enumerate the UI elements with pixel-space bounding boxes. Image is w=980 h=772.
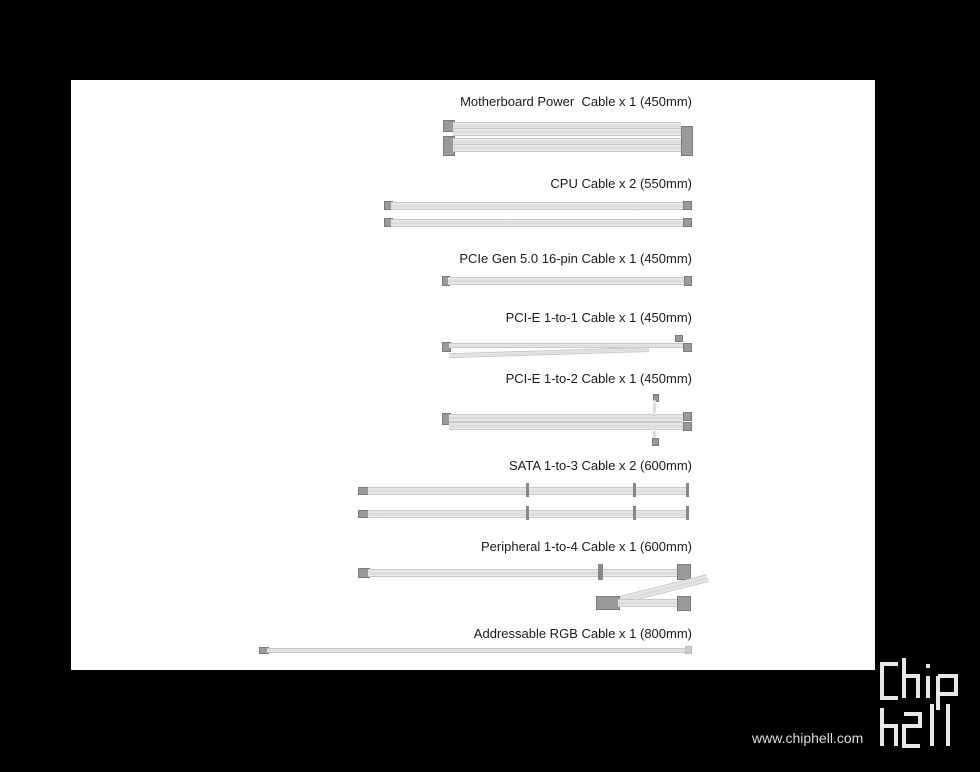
cable-label-pcie-1to1: PCI-E 1-to-1 Cable x 1 (450mm) xyxy=(505,310,692,325)
cable-label-pcie-gen5: PCIe Gen 5.0 16-pin Cable x 1 (450mm) xyxy=(459,251,692,266)
cable-label-motherboard: Motherboard Power Cable x 1 (450mm) xyxy=(460,94,692,109)
cable-label-argb: Addressable RGB Cable x 1 (800mm) xyxy=(473,626,692,641)
cable-label-cpu: CPU Cable x 2 (550mm) xyxy=(550,176,692,191)
cable-diagram-panel xyxy=(71,80,875,670)
cable-label-peripheral: Peripheral 1-to-4 Cable x 1 (600mm) xyxy=(481,539,692,554)
watermark-site-url: www.chiphell.com xyxy=(752,730,864,746)
cable-label-pcie-1to2: PCI-E 1-to-2 Cable x 1 (450mm) xyxy=(505,371,692,386)
chiphell-logo-icon xyxy=(878,654,966,750)
cable-label-sata: SATA 1-to-3 Cable x 2 (600mm) xyxy=(508,458,692,473)
